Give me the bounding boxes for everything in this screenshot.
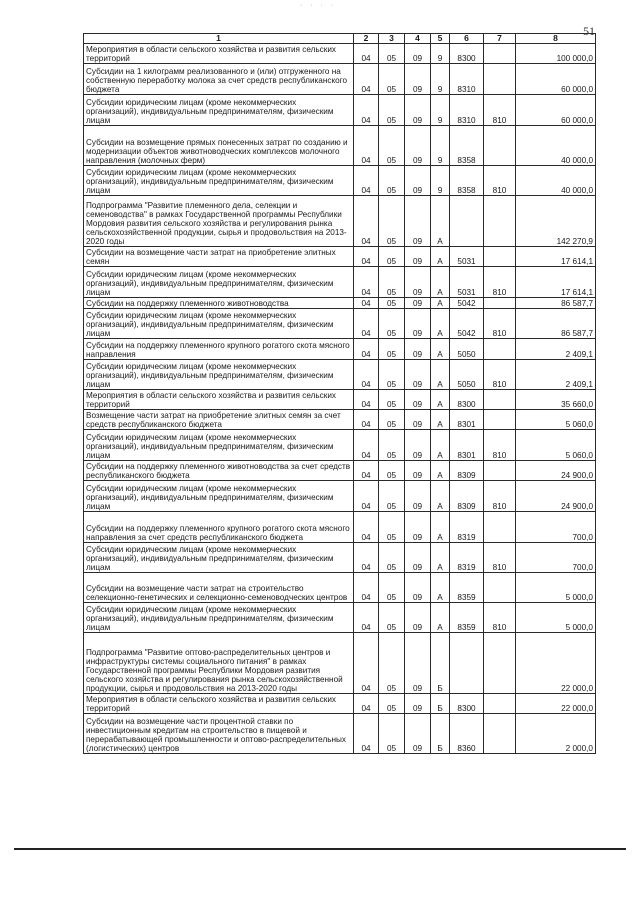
table-row bbox=[84, 512, 596, 543]
row-amount-cell: 700,0 bbox=[516, 543, 596, 573]
row-code-cell: 9 bbox=[431, 166, 450, 196]
row-code-cell: 8358 bbox=[450, 126, 484, 166]
row-code-cell bbox=[484, 126, 516, 166]
table-row bbox=[84, 298, 596, 309]
row-code-cell: 05 bbox=[379, 360, 405, 390]
row-amount-cell: 60 000,0 bbox=[516, 95, 596, 126]
row-name-cell: Субсидии на возмещение прямых понесенных затрат по созданию и модернизации объектов животноводческих комплексов молочного направления (молочных ферм) bbox=[84, 126, 354, 166]
row-code-cell bbox=[484, 247, 516, 267]
row-code-cell: 9 bbox=[431, 95, 450, 126]
row-code-cell: 09 bbox=[405, 481, 431, 512]
row-code-cell: 04 bbox=[354, 339, 379, 360]
row-name-cell: Субсидии на 1 килограмм реализованного и (или) отгруженного на собственную переработку молока за счет средств республиканского бюджета bbox=[84, 64, 354, 95]
table-row bbox=[84, 166, 596, 196]
row-code-cell: 04 bbox=[354, 309, 379, 339]
table-header-row bbox=[84, 34, 596, 44]
bottom-rule bbox=[14, 848, 626, 850]
header-cell: 7 bbox=[484, 34, 516, 44]
row-code-cell: 8359 bbox=[450, 573, 484, 603]
scan-mark: · · · · bbox=[300, 2, 337, 9]
row-code-cell: 5050 bbox=[450, 339, 484, 360]
row-amount-cell: 100 000,0 bbox=[516, 44, 596, 64]
row-code-cell: 8359 bbox=[450, 603, 484, 633]
row-code-cell: 05 bbox=[379, 126, 405, 166]
row-code-cell: А bbox=[431, 543, 450, 573]
row-amount-cell: 17 614,1 bbox=[516, 247, 596, 267]
row-code-cell: 05 bbox=[379, 512, 405, 543]
row-code-cell bbox=[484, 64, 516, 95]
row-code-cell: 05 bbox=[379, 461, 405, 481]
row-name-cell: Мероприятия в области сельского хозяйства и развития сельских территорий bbox=[84, 44, 354, 64]
row-code-cell: 8300 bbox=[450, 694, 484, 714]
row-name-cell: Субсидии юридическим лицам (кроме некоммерческих организаций), индивидуальным предпринимателям, физическим лицам bbox=[84, 95, 354, 126]
row-code-cell: 05 bbox=[379, 603, 405, 633]
row-code-cell: А bbox=[431, 390, 450, 410]
row-code-cell: 810 bbox=[484, 95, 516, 126]
table-row bbox=[84, 603, 596, 633]
row-code-cell: 09 bbox=[405, 512, 431, 543]
row-amount-cell: 40 000,0 bbox=[516, 166, 596, 196]
row-amount-cell: 2 000,0 bbox=[516, 714, 596, 754]
row-code-cell: 8310 bbox=[450, 95, 484, 126]
row-code-cell: 05 bbox=[379, 410, 405, 430]
row-code-cell: 05 bbox=[379, 44, 405, 64]
row-name-cell: Субсидии юридическим лицам (кроме некоммерческих организаций), индивидуальным предпринимателям, физическим лицам bbox=[84, 543, 354, 573]
row-code-cell: 05 bbox=[379, 247, 405, 267]
row-name-cell: Субсидии юридическим лицам (кроме некоммерческих организаций), индивидуальным предпринимателям, физическим лицам bbox=[84, 430, 354, 461]
row-code-cell: А bbox=[431, 196, 450, 247]
row-amount-cell: 5 000,0 bbox=[516, 603, 596, 633]
table-row bbox=[84, 714, 596, 754]
row-code-cell: 8319 bbox=[450, 543, 484, 573]
row-name-cell: Субсидии юридическим лицам (кроме некоммерческих организаций), индивидуальным предпринимателям, физическим лицам bbox=[84, 360, 354, 390]
header-cell: 8 bbox=[516, 34, 596, 44]
row-amount-cell: 700,0 bbox=[516, 512, 596, 543]
row-code-cell bbox=[484, 512, 516, 543]
row-code-cell: 05 bbox=[379, 573, 405, 603]
header-cell: 3 bbox=[379, 34, 405, 44]
row-code-cell: А bbox=[431, 430, 450, 461]
row-code-cell: 09 bbox=[405, 603, 431, 633]
table-row bbox=[84, 95, 596, 126]
row-amount-cell: 5 060,0 bbox=[516, 410, 596, 430]
row-code-cell: 09 bbox=[405, 543, 431, 573]
row-code-cell: 8301 bbox=[450, 410, 484, 430]
row-code-cell: 09 bbox=[405, 410, 431, 430]
table-row bbox=[84, 390, 596, 410]
row-code-cell: 8300 bbox=[450, 44, 484, 64]
header-cell: 2 bbox=[354, 34, 379, 44]
row-code-cell: 810 bbox=[484, 603, 516, 633]
row-code-cell: 05 bbox=[379, 196, 405, 247]
row-code-cell: 04 bbox=[354, 543, 379, 573]
row-name-cell: Субсидии юридическим лицам (кроме некоммерческих организаций), индивидуальным предпринимателям, физическим лицам bbox=[84, 309, 354, 339]
row-amount-cell: 17 614,1 bbox=[516, 267, 596, 298]
row-amount-cell: 5 000,0 bbox=[516, 573, 596, 603]
row-code-cell: Б bbox=[431, 714, 450, 754]
row-code-cell: 09 bbox=[405, 633, 431, 694]
row-code-cell: 5031 bbox=[450, 247, 484, 267]
row-name-cell: Субсидии юридическим лицам (кроме некоммерческих организаций), индивидуальным предпринимателям, физическим лицам bbox=[84, 267, 354, 298]
row-name-cell: Субсидии юридическим лицам (кроме некоммерческих организаций), индивидуальным предпринимателям, физическим лицам bbox=[84, 481, 354, 512]
row-code-cell: 04 bbox=[354, 298, 379, 309]
row-code-cell: Б bbox=[431, 694, 450, 714]
row-code-cell: 5050 bbox=[450, 360, 484, 390]
row-code-cell: А bbox=[431, 410, 450, 430]
row-code-cell: 8309 bbox=[450, 481, 484, 512]
row-code-cell: А bbox=[431, 267, 450, 298]
row-name-cell: Субсидии на поддержку племенного животноводства за счет средств республиканского бюджета bbox=[84, 461, 354, 481]
row-code-cell: 04 bbox=[354, 247, 379, 267]
row-code-cell: 05 bbox=[379, 714, 405, 754]
row-code-cell: 04 bbox=[354, 360, 379, 390]
row-code-cell: 09 bbox=[405, 461, 431, 481]
row-name-cell: Субсидии на поддержку племенного животноводства bbox=[84, 298, 354, 309]
row-code-cell bbox=[450, 196, 484, 247]
row-code-cell: 810 bbox=[484, 543, 516, 573]
row-code-cell: А bbox=[431, 309, 450, 339]
row-amount-cell: 60 000,0 bbox=[516, 64, 596, 95]
table-row bbox=[84, 410, 596, 430]
row-code-cell: 04 bbox=[354, 166, 379, 196]
row-code-cell bbox=[484, 298, 516, 309]
row-code-cell: 04 bbox=[354, 603, 379, 633]
row-code-cell: 09 bbox=[405, 430, 431, 461]
row-code-cell: 04 bbox=[354, 573, 379, 603]
table-row bbox=[84, 430, 596, 461]
row-code-cell: 05 bbox=[379, 694, 405, 714]
row-name-cell: Субсидии на поддержку племенного крупного рогатого скота мясного направления за счет средств республиканского бюджета bbox=[84, 512, 354, 543]
row-name-cell: Субсидии юридическим лицам (кроме некоммерческих организаций), индивидуальным предпринимателям, физическим лицам bbox=[84, 603, 354, 633]
row-code-cell: 9 bbox=[431, 126, 450, 166]
row-amount-cell: 22 000,0 bbox=[516, 633, 596, 694]
row-code-cell bbox=[484, 694, 516, 714]
table-row bbox=[84, 309, 596, 339]
row-code-cell bbox=[484, 410, 516, 430]
row-code-cell: 05 bbox=[379, 430, 405, 461]
table-row bbox=[84, 247, 596, 267]
row-code-cell: 9 bbox=[431, 64, 450, 95]
row-code-cell bbox=[484, 633, 516, 694]
row-code-cell: 05 bbox=[379, 64, 405, 95]
row-code-cell: 05 bbox=[379, 390, 405, 410]
row-code-cell: 04 bbox=[354, 64, 379, 95]
header-cell: 1 bbox=[84, 34, 354, 44]
table-row bbox=[84, 339, 596, 360]
row-code-cell: 04 bbox=[354, 481, 379, 512]
table-row bbox=[84, 573, 596, 603]
row-code-cell: 9 bbox=[431, 44, 450, 64]
row-code-cell: 09 bbox=[405, 360, 431, 390]
row-code-cell: 04 bbox=[354, 267, 379, 298]
row-code-cell: 05 bbox=[379, 481, 405, 512]
table-row bbox=[84, 694, 596, 714]
row-amount-cell: 86 587,7 bbox=[516, 309, 596, 339]
row-code-cell: 04 bbox=[354, 512, 379, 543]
row-code-cell bbox=[484, 714, 516, 754]
header-cell: 6 bbox=[450, 34, 484, 44]
row-code-cell: 09 bbox=[405, 95, 431, 126]
row-name-cell: Субсидии на возмещение части процентной ставки по инвестиционным кредитам на строительство в пищевой и перерабатывающей промышленности и оптово-распределительных (логистических) центров bbox=[84, 714, 354, 754]
row-code-cell: 09 bbox=[405, 573, 431, 603]
row-amount-cell: 40 000,0 bbox=[516, 126, 596, 166]
row-name-cell: Возмещение части затрат на приобретение элитных семян за счет средств республиканского бюджета bbox=[84, 410, 354, 430]
header-cell: 4 bbox=[405, 34, 431, 44]
row-code-cell: 810 bbox=[484, 267, 516, 298]
row-code-cell: 09 bbox=[405, 64, 431, 95]
row-name-cell: Субсидии на возмещение части затрат на приобретение элитных семян bbox=[84, 247, 354, 267]
row-code-cell: 04 bbox=[354, 410, 379, 430]
row-code-cell: 09 bbox=[405, 694, 431, 714]
row-code-cell: 8310 bbox=[450, 64, 484, 95]
row-code-cell: 09 bbox=[405, 166, 431, 196]
row-code-cell: 04 bbox=[354, 390, 379, 410]
row-amount-cell: 24 900,0 bbox=[516, 481, 596, 512]
row-code-cell bbox=[484, 573, 516, 603]
table-row bbox=[84, 196, 596, 247]
row-code-cell: 810 bbox=[484, 309, 516, 339]
row-code-cell: 04 bbox=[354, 95, 379, 126]
row-name-cell: Субсидии на поддержку племенного крупного рогатого скота мясного направления bbox=[84, 339, 354, 360]
table-row bbox=[84, 543, 596, 573]
row-code-cell: 05 bbox=[379, 298, 405, 309]
row-code-cell: 09 bbox=[405, 247, 431, 267]
row-code-cell: 05 bbox=[379, 267, 405, 298]
row-amount-cell: 35 660,0 bbox=[516, 390, 596, 410]
table-row bbox=[84, 461, 596, 481]
row-code-cell: 04 bbox=[354, 461, 379, 481]
row-amount-cell: 142 270,9 bbox=[516, 196, 596, 247]
table-row bbox=[84, 267, 596, 298]
row-code-cell: 05 bbox=[379, 166, 405, 196]
row-code-cell: 09 bbox=[405, 126, 431, 166]
row-code-cell: 09 bbox=[405, 44, 431, 64]
row-code-cell: 09 bbox=[405, 714, 431, 754]
row-code-cell: А bbox=[431, 603, 450, 633]
table-row bbox=[84, 44, 596, 64]
row-code-cell: А bbox=[431, 298, 450, 309]
row-code-cell: 05 bbox=[379, 339, 405, 360]
table-row bbox=[84, 481, 596, 512]
row-code-cell: 04 bbox=[354, 196, 379, 247]
row-code-cell: 09 bbox=[405, 309, 431, 339]
row-code-cell: 04 bbox=[354, 430, 379, 461]
row-code-cell bbox=[484, 44, 516, 64]
row-code-cell: 8301 bbox=[450, 430, 484, 461]
row-code-cell bbox=[484, 196, 516, 247]
row-code-cell: А bbox=[431, 247, 450, 267]
row-name-cell: Подпрограмма "Развитие оптово-распределительных центров и инфраструктуры системы социального питания" в рамках Государственной программы Республики Мордовия развития сельского хозяйства и регулирования рынка сельскохозяйственной продукции, сырья и продовольствия на 2013-2020 годы bbox=[84, 633, 354, 694]
table-row bbox=[84, 126, 596, 166]
row-code-cell bbox=[484, 390, 516, 410]
row-code-cell: 04 bbox=[354, 126, 379, 166]
row-code-cell: 09 bbox=[405, 196, 431, 247]
row-code-cell: 810 bbox=[484, 360, 516, 390]
row-code-cell: 8319 bbox=[450, 512, 484, 543]
row-code-cell: 09 bbox=[405, 339, 431, 360]
row-name-cell: Субсидии юридическим лицам (кроме некоммерческих организаций), индивидуальным предпринимателям, физическим лицам bbox=[84, 166, 354, 196]
row-code-cell bbox=[450, 633, 484, 694]
row-name-cell: Мероприятия в области сельского хозяйства и развития сельских территорий bbox=[84, 694, 354, 714]
table-row bbox=[84, 633, 596, 694]
row-code-cell: 5031 bbox=[450, 267, 484, 298]
row-code-cell: 04 bbox=[354, 714, 379, 754]
row-amount-cell: 2 409,1 bbox=[516, 339, 596, 360]
row-code-cell: 810 bbox=[484, 481, 516, 512]
row-code-cell bbox=[484, 461, 516, 481]
row-name-cell: Мероприятия в области сельского хозяйства и развития сельских территорий bbox=[84, 390, 354, 410]
row-code-cell: 810 bbox=[484, 166, 516, 196]
table-row bbox=[84, 64, 596, 95]
row-code-cell: А bbox=[431, 339, 450, 360]
row-code-cell bbox=[484, 339, 516, 360]
header-cell: 5 bbox=[431, 34, 450, 44]
row-code-cell: А bbox=[431, 573, 450, 603]
row-code-cell: 09 bbox=[405, 298, 431, 309]
row-code-cell: 04 bbox=[354, 694, 379, 714]
row-code-cell: Б bbox=[431, 633, 450, 694]
row-code-cell: 05 bbox=[379, 95, 405, 126]
row-name-cell: Субсидии на возмещение части затрат на строительство селекционно-генетических и селекционно-семеноводческих центров bbox=[84, 573, 354, 603]
row-amount-cell: 24 900,0 bbox=[516, 461, 596, 481]
row-code-cell: А bbox=[431, 461, 450, 481]
budget-table bbox=[83, 33, 596, 754]
row-code-cell: А bbox=[431, 360, 450, 390]
row-name-cell: Подпрограмма "Развитие племенного дела, селекции и семеноводства" в рамках Государственной программы Республики Мордовия развития сельского хозяйства и регулирования рынка сельскохозяйственной продукции, сырья и продовольствия на 2013-2020 годы bbox=[84, 196, 354, 247]
table-row bbox=[84, 360, 596, 390]
row-code-cell: 810 bbox=[484, 430, 516, 461]
row-amount-cell: 22 000,0 bbox=[516, 694, 596, 714]
row-code-cell: 8358 bbox=[450, 166, 484, 196]
row-amount-cell: 2 409,1 bbox=[516, 360, 596, 390]
row-code-cell: А bbox=[431, 481, 450, 512]
page-number: 51 bbox=[583, 24, 595, 38]
row-code-cell: 04 bbox=[354, 44, 379, 64]
row-code-cell: 05 bbox=[379, 543, 405, 573]
row-code-cell: 09 bbox=[405, 267, 431, 298]
row-amount-cell: 5 060,0 bbox=[516, 430, 596, 461]
row-amount-cell: 86 587,7 bbox=[516, 298, 596, 309]
row-code-cell: 5042 bbox=[450, 309, 484, 339]
row-code-cell: 8360 bbox=[450, 714, 484, 754]
row-code-cell: 04 bbox=[354, 633, 379, 694]
row-code-cell: 05 bbox=[379, 633, 405, 694]
row-code-cell: 8300 bbox=[450, 390, 484, 410]
row-code-cell: 09 bbox=[405, 390, 431, 410]
row-code-cell: 8309 bbox=[450, 461, 484, 481]
row-code-cell: 5042 bbox=[450, 298, 484, 309]
row-code-cell: 05 bbox=[379, 309, 405, 339]
row-code-cell: А bbox=[431, 512, 450, 543]
